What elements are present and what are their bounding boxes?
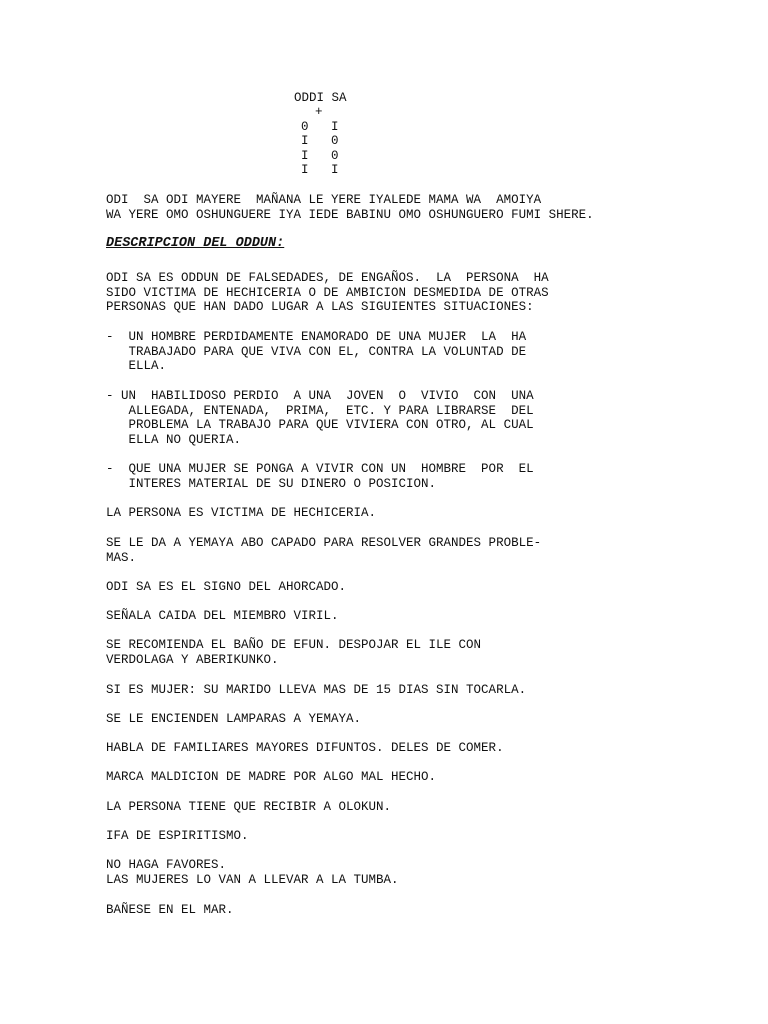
section-heading: DESCRIPCION DEL ODDUN: <box>106 236 285 251</box>
sign-row: 0 I <box>301 120 339 134</box>
sign-plus: + <box>315 105 323 119</box>
paragraph: SE RECOMIENDA EL BAÑO DE EFUN. DESPOJAR EL ILE CON VERDOLAGA Y ABERIKUNKO. <box>106 638 482 667</box>
paragraph: IFA DE ESPIRITISMO. <box>106 829 249 843</box>
list-item: - UN HABILIDOSO PERDIO A UNA JOVEN O VIVIO CON UNA ALLEGADA, ENTENADA, PRIMA, ETC. Y PARA LIBRARSE DEL PROBLEMA LA TRABAJO PARA QUE VIVIERA CON OTRO, AL CUAL ELLA NO QUERIA. <box>106 389 534 447</box>
paragraph: SE LE DA A YEMAYA ABO CAPADO PARA RESOLVER GRANDES PROBLE- MAS. <box>106 536 542 565</box>
paragraph: SI ES MUJER: SU MARIDO LLEVA MAS DE 15 DIAS SIN TOCARLA. <box>106 683 527 697</box>
paragraph: NO HAGA FAVORES. LAS MUJERES LO VAN A LLEVAR A LA TUMBA. <box>106 858 399 887</box>
paragraph: ODI SA ES EL SIGNO DEL AHORCADO. <box>106 580 347 594</box>
sign-row: I I <box>301 163 339 177</box>
list-item: - UN HOMBRE PERDIDAMENTE ENAMORADO DE UNA MUJER LA HA TRABAJADO PARA QUE VIVA CON EL, CONTRA LA VOLUNTAD DE ELLA. <box>106 330 527 374</box>
paragraph: LA PERSONA TIENE QUE RECIBIR A OLOKUN. <box>106 800 392 814</box>
paragraph: SEÑALA CAIDA DEL MIEMBRO VIRIL. <box>106 609 339 623</box>
list-item: - QUE UNA MUJER SE PONGA A VIVIR CON UN HOMBRE POR EL INTERES MATERIAL DE SU DINERO O POSICION. <box>106 462 534 491</box>
sign-row: I 0 <box>301 149 339 163</box>
paragraph: HABLA DE FAMILIARES MAYORES DIFUNTOS. DELES DE COMER. <box>106 741 504 755</box>
paragraph: ODI SA ES ODDUN DE FALSEDADES, DE ENGAÑOS. LA PERSONA HA SIDO VICTIMA DE HECHICERIA O DE AMBICION DESMEDIDA DE OTRAS PERSONAS QUE HAN DADO LUGAR A LAS SIGUIENTES SITUACIONES: <box>106 271 549 315</box>
paragraph: BAÑESE EN EL MAR. <box>106 903 234 917</box>
paragraph: SE LE ENCIENDEN LAMPARAS A YEMAYA. <box>106 712 362 726</box>
sign-row: I 0 <box>301 134 339 148</box>
paragraph: MARCA MALDICION DE MADRE POR ALGO MAL HECHO. <box>106 770 437 784</box>
sign-title: ODDI SA <box>294 91 347 105</box>
paragraph: LA PERSONA ES VICTIMA DE HECHICERIA. <box>106 506 377 520</box>
intro-text: ODI SA ODI MAYERE MAÑANA LE YERE IYALEDE MAMA WA AMOIYA WA YERE OMO OSHUNGUERE IYA IEDE BABINU OMO OSHUNGUERO FUMI SHERE. <box>106 193 594 222</box>
